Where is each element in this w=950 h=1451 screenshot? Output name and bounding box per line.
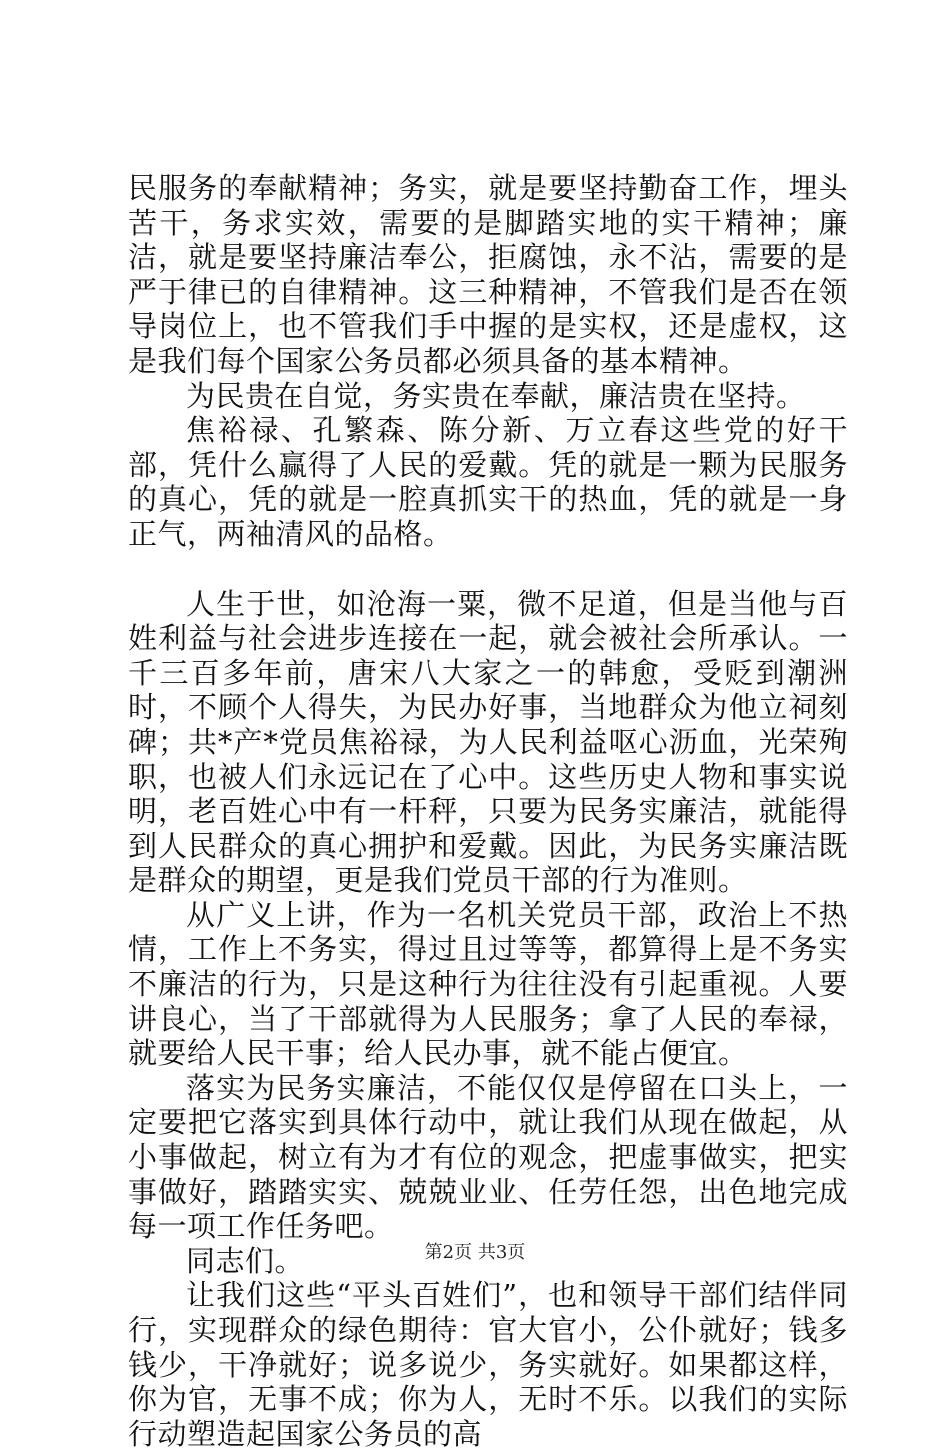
paragraph-history: 人生于世，如沧海一粟，微不足道，但是当他与百姓利益与社会进步连接在一起，就会被社会所承认。一千三百多年前，唐宋八大家之一的韩愈，受贬到潮洲时，不顾个人得失，为民办好事，当地群众为他立祠刻碑；共*产*党员焦裕禄，为人民利益呕心沥血，光荣殉职，也被人们永远记在了心中。这些历史人物和事实说明，老百姓心中有一杆秤，只要为民务实廉洁，就能得到人民群众的真心拥护和爱戴。因此，为民务实廉洁既是群众的期望，更是我们党员干部的行为准则。 <box>128 586 848 898</box>
paragraph-implementation: 落实为民务实廉洁，不能仅仅是停留在口头上，一定要把它落实到具体行动中，就让我们从现在做起，从小事做起，树立有为才有位的观念，把虚事做实，把实事做好，踏踏实实、兢兢业业、任劳任怨，出色地完成每一项工作任务吧。 <box>128 1070 848 1244</box>
paragraph-spirit-definitions: 民服务的奉献精神；务实，就是要坚持勤奋工作，埋头苦干，务求实效，需要的是脚踏实地的实干精神；廉洁，就是要坚持廉洁奉公，拒腐蚀，永不沾，需要的是严于律已的自律精神。这三种精神，不管我们是否在领导岗位上，也不管我们手中握的是实权，还是虚权，这是我们每个国家公务员都必须具备的基本精神。 <box>128 171 848 378</box>
paragraph-role-models: 焦裕禄、孔繁森、陈分新、万立春这些党的好干部，凭什么赢得了人民的爱戴。凭的就是一颗为民服务的真心，凭的就是一腔真抓实干的热血，凭的就是一身正气，两袖清风的品格。 <box>128 413 848 551</box>
paragraph-closing: 让我们这些“平头百姓们”，也和领导干部们结伴同行，实现群众的绿色期待：官大官小，公仆就好；钱多钱少，干净就好；说多说少，务实就好。如果都这样，你为官，无事不成；你为人，无时不乐。以我们的实际行动塑造起国家公务员的高 <box>128 1278 848 1451</box>
paragraph-motto: 为民贵在自觉，务实贵在奉献，廉洁贵在坚持。 <box>186 378 806 413</box>
paragraph-broad-sense: 从广义上讲，作为一名机关党员干部，政治上不热情，工作上不务实，得过且过等等，都算得上是不务实不廉洁的行为，只是这种行为往往没有引起重视。人要讲良心，当了干部就得为人民服务；拿了人民的奉禄，就要给人民干事；给人民办事，就不能占便宜。 <box>128 897 848 1071</box>
paragraph-comrades: 同志们。 <box>186 1243 305 1278</box>
page-number-footer: 第2页 共3页 <box>424 1242 526 1263</box>
paragraph-gap <box>128 552 848 587</box>
